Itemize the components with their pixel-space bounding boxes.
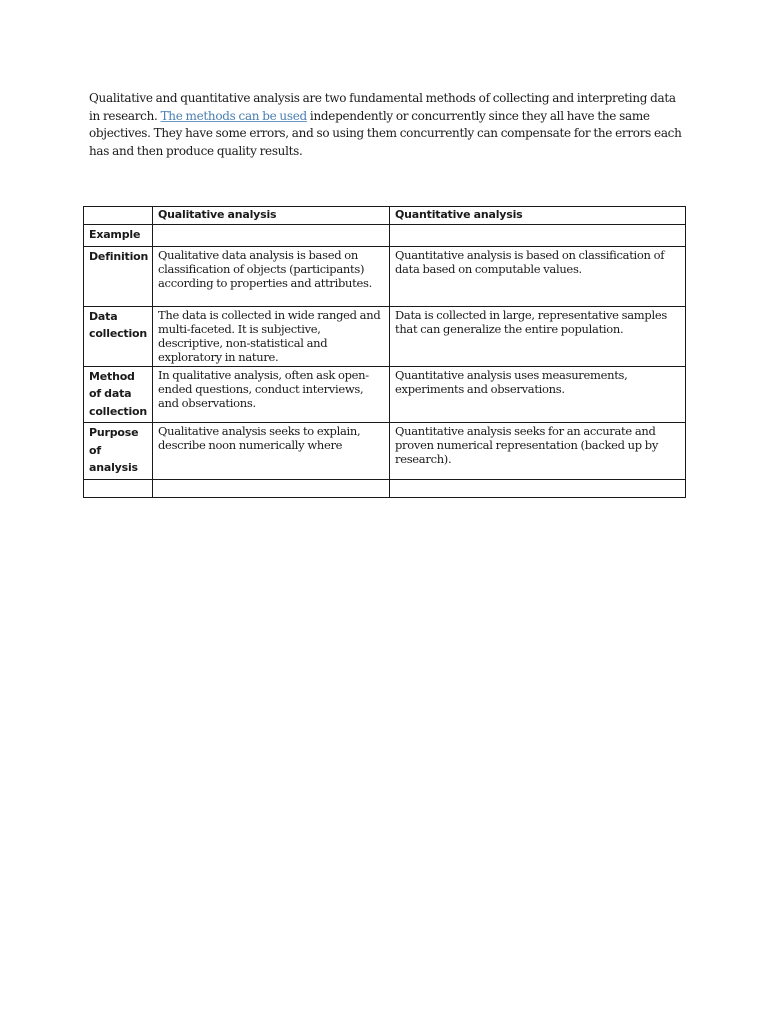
- quantitative-cell: [390, 479, 686, 497]
- intro-text-start: Qualitative and quantitative analysis are two fundamental methods of collecting and interpreting data in research.: [89, 91, 676, 123]
- header-quantitative: Quantitative analysis: [390, 207, 686, 225]
- intro-paragraph: [89, 90, 689, 160]
- quantitative-cell: Quantitative analysis seeks for an accurate and proven numerical representation (backed up by research).: [390, 423, 686, 480]
- header-qualitative: Qualitative analysis: [153, 207, 390, 225]
- quantitative-cell: Quantitative analysis uses measurements, experiments and observations.: [390, 366, 686, 423]
- intro-text-end: independently or concurrently since they all have the same objectives. They have some errors, and so using them concurrently can compensate for the errors each has and then produce quality results.: [89, 108, 682, 158]
- table-row: [84, 225, 686, 247]
- table-row: [84, 423, 686, 480]
- quantitative-cell: Quantitative analysis is based on classification of data based on computable values.: [390, 246, 686, 306]
- row-label: Data collection: [84, 306, 153, 366]
- table-row: [84, 479, 686, 497]
- table-row: [84, 366, 686, 423]
- quantitative-cell: [390, 225, 686, 247]
- qualitative-cell: Qualitative data analysis is based on classification of objects (participants) according to properties and attributes.: [153, 246, 390, 306]
- intro-hyperlink[interactable]: The methods can be used: [160, 108, 307, 123]
- row-label: Purpose of analysis: [84, 423, 153, 480]
- qualitative-cell: [153, 225, 390, 247]
- qualitative-cell: [153, 479, 390, 497]
- qualitative-cell: Qualitative analysis seeks to explain, describe noon numerically where: [153, 423, 390, 480]
- row-label: Example: [84, 225, 153, 247]
- quantitative-cell: Data is collected in large, representative samples that can generalize the entire population.: [390, 306, 686, 366]
- table-row: [84, 246, 686, 306]
- row-label: Definition: [84, 246, 153, 306]
- qualitative-cell: The data is collected in wide ranged and multi-faceted. It is subjective, descriptive, non-statistical and exploratory in nature.: [153, 306, 390, 366]
- table-row: [84, 306, 686, 366]
- row-label: Method of data collection: [84, 366, 153, 423]
- comparison-table: [83, 206, 686, 498]
- row-label: [84, 479, 153, 497]
- table-header-row: [84, 207, 686, 225]
- header-empty-cell: [84, 207, 153, 225]
- qualitative-cell: In qualitative analysis, often ask open-ended questions, conduct interviews, and observations.: [153, 366, 390, 423]
